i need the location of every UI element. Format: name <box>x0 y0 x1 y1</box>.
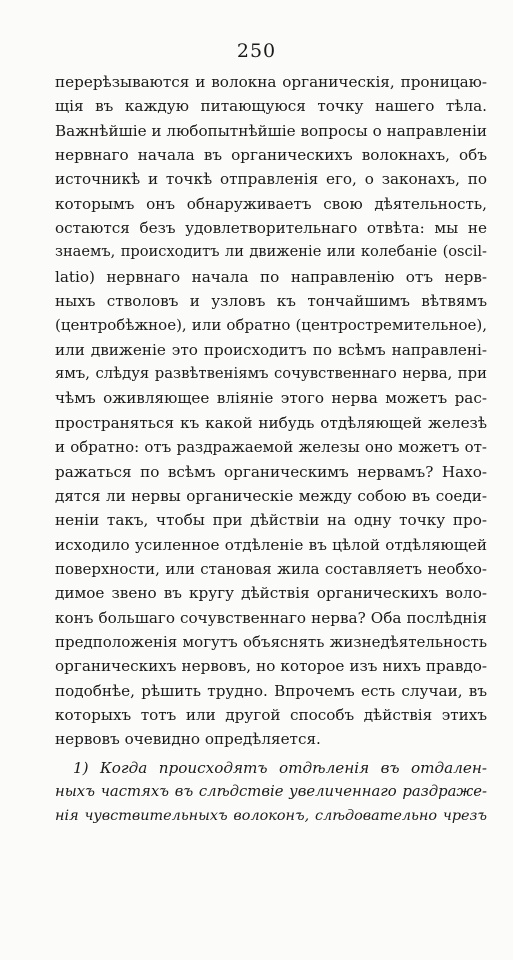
text-line: поверхности, или становая жила составляетъ необхо- <box>55 559 487 578</box>
text-line: которыхъ тотъ или другой способъ дѣйствія этихъ <box>55 705 487 724</box>
text-line: знаемъ, происходитъ ли движеніе или колебаніе (oscil- <box>55 243 487 261</box>
text-line: нервовъ очевидно опредѣляется. <box>55 730 321 749</box>
text-line: ражаться по всѣмъ органическимъ нервамъ? Нахо- <box>55 462 487 481</box>
text-line: источникѣ и точкѣ отправленія его, о законахъ, по <box>55 170 487 189</box>
text-line: перерѣзываются и волокна органическія, проницаю- <box>55 73 487 91</box>
text-line: ныхъ стволовъ и узловъ къ тончайшимъ вѣтвямъ <box>55 292 487 311</box>
paragraph-2 <box>55 756 487 829</box>
text-line: исходило усиленное отдѣленіе въ цѣлой отдѣляющей <box>55 535 487 554</box>
text-line: и обратно: отъ раздражаемой железы оно можетъ от- <box>55 438 487 457</box>
text-line: конъ большаго сочувственнаго нерва? Оба послѣднія <box>55 608 487 627</box>
text-line: Важнѣйшіе и любопытнѣйшіе вопросы о направленіи <box>55 121 487 140</box>
text-line: чѣмъ оживляющее вліяніе этого нерва можетъ рас- <box>55 389 487 408</box>
paragraph-1 <box>55 70 487 752</box>
text-line: latio) нервнаго начала по направленію отъ нерв- <box>55 267 487 286</box>
text-line: нія чувствительныхъ волоконъ, слѣдовательно чрезъ <box>55 808 487 825</box>
text-line: ныхъ частяхъ въ слѣдствіе увеличеннаго раздраже- <box>55 782 487 800</box>
text-line: щія въ каждую питающуюся точку нашего тѣла. <box>55 97 487 116</box>
text-line: подобнѣе, рѣшить трудно. Впрочемъ есть случаи, въ <box>55 681 487 700</box>
text-line: которымъ онъ обнаруживаетъ свою дѣятельность, <box>55 194 487 213</box>
text-line: или движеніе это происходитъ по всѣмъ направлені- <box>55 340 487 359</box>
text-line: 1) Когда происходятъ отдѣленія въ отдален- <box>73 758 487 777</box>
text-line: ямъ, слѣдуя развѣтвеніямъ сочувственнаго нерва, при <box>55 365 487 383</box>
text-line: предположенія могутъ объяснять жизнедѣятельность <box>55 632 487 651</box>
page-number: 250 <box>236 40 277 62</box>
text-line: дятся ли нервы органическіе между собою въ соеди- <box>55 486 487 505</box>
text-line: (центробѣжное), или обратно (центростремительное), <box>55 316 487 335</box>
text-line: остаются безъ удовлетворительнаго отвѣта: мы не <box>55 219 487 238</box>
text-line: пространяться къ какой нибудь отдѣляющей железѣ <box>55 413 487 432</box>
text-line: неніи такъ, чтобы при дѣйствіи на одну точку про- <box>55 511 487 530</box>
text-line: димое звено въ кругу дѣйствія органическихъ воло- <box>55 584 487 603</box>
body-text <box>55 70 487 829</box>
text-line: нервнаго начала въ органическихъ волокнахъ, объ <box>55 146 487 165</box>
text-line: органическихъ нервовъ, но которое изъ нихъ правдо- <box>55 657 487 676</box>
